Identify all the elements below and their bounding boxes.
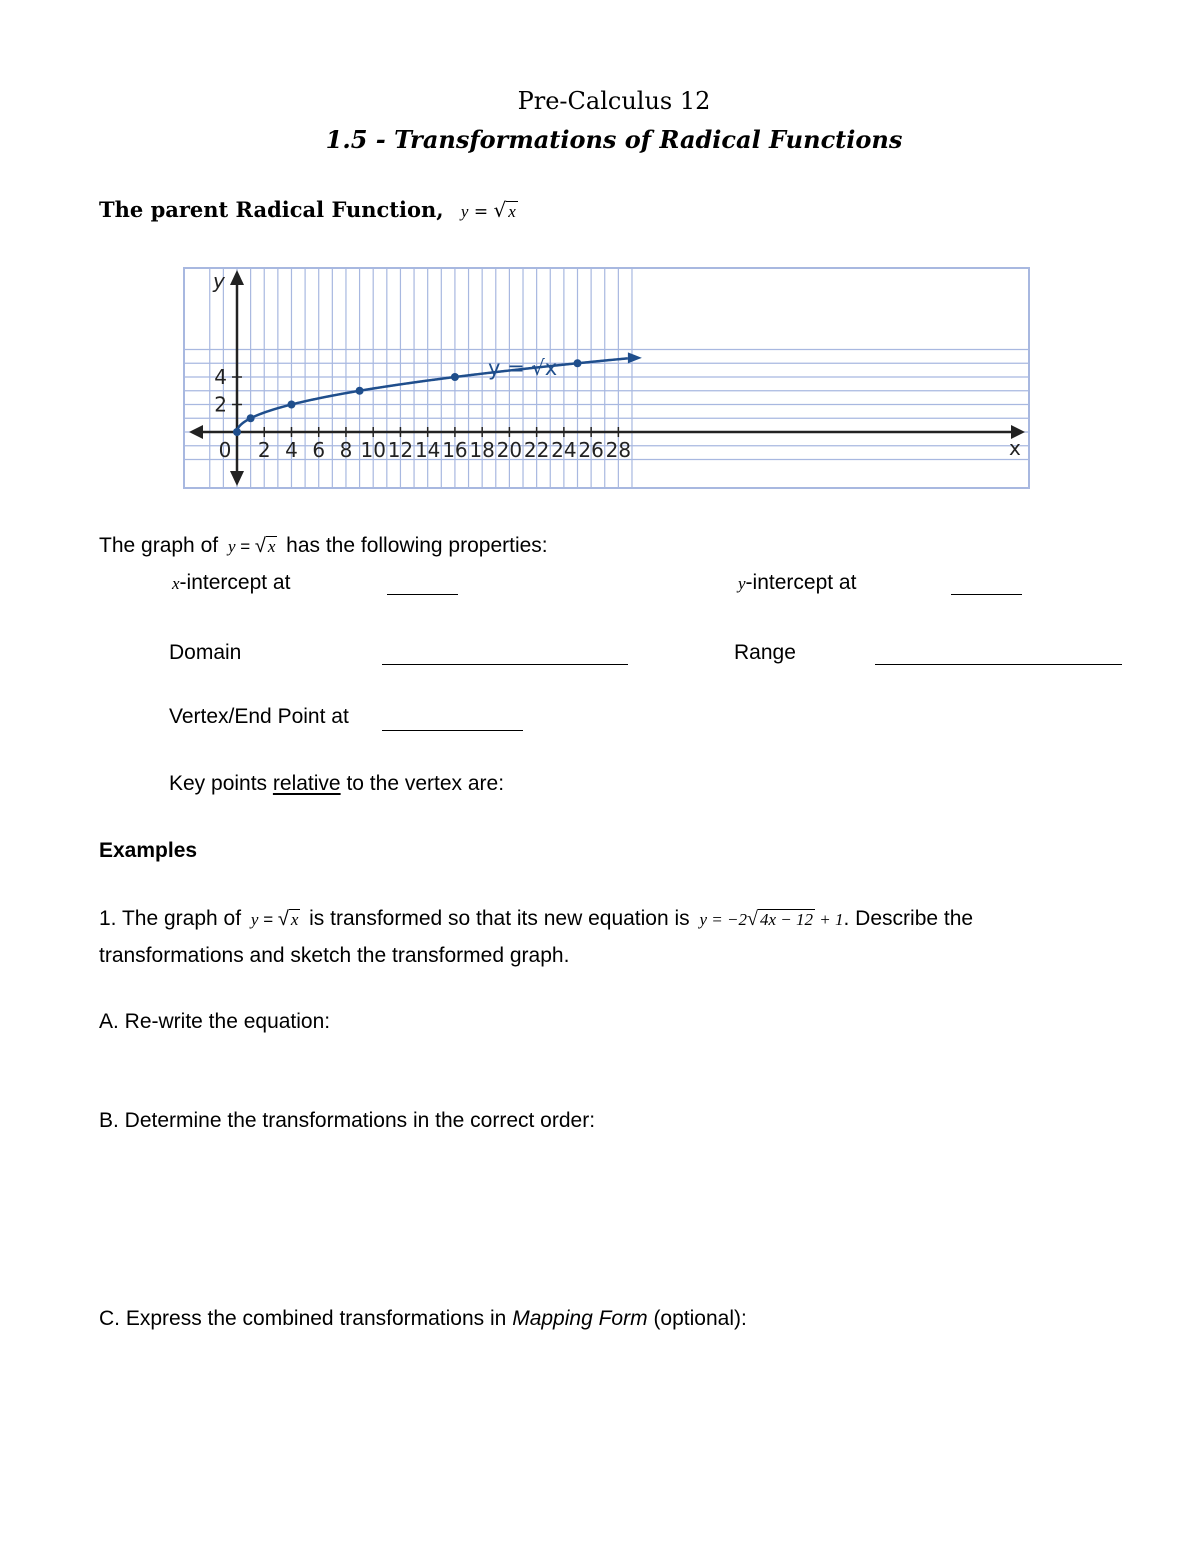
x-intercept-blank[interactable] [387, 593, 458, 595]
data-point [233, 428, 241, 436]
key-points-post: to the vertex are: [346, 772, 505, 795]
curve-label: y = √x [488, 356, 558, 380]
data-point [287, 401, 295, 409]
example-1-parent-eq [251, 910, 305, 929]
y-intercept-var: y [738, 574, 746, 593]
example-1-mid: is transformed so that its new equation is [309, 907, 690, 930]
x-tick-label: 20 [496, 438, 523, 462]
parent-function-graph [183, 267, 1030, 489]
properties-intro-pre: The graph of [99, 534, 219, 557]
y-intercept-blank[interactable] [951, 593, 1022, 595]
part-c [99, 1307, 747, 1331]
radical-sign: √ [493, 198, 507, 222]
data-point [574, 359, 582, 367]
example-1-number: 1. [99, 907, 117, 930]
new-eq-radicand: 4x − 12 [760, 910, 814, 929]
lesson-title: 1.5 - Transformations of Radical Functions [325, 125, 903, 154]
eq-radicand: x [508, 202, 516, 221]
new-eq-radical-sign: √ [747, 908, 758, 930]
part-c-post: (optional): [653, 1307, 747, 1330]
x-intercept-text: -intercept at [179, 571, 291, 594]
y-axis-label: y [213, 269, 225, 293]
x-tick-label: 22 [523, 438, 550, 462]
parent-function-label [99, 197, 518, 222]
range-blank[interactable] [875, 663, 1122, 665]
eq-equals: = [473, 202, 489, 222]
data-point [451, 373, 459, 381]
example-1-line-2: transformations and sketch the transformed graph. [99, 944, 570, 967]
example-1-new-eq [700, 910, 844, 929]
domain-blank[interactable] [382, 663, 628, 665]
range-label: Range [734, 641, 796, 664]
ex1-eq-equals: = [263, 910, 274, 929]
example-1-post: . Describe the [843, 907, 974, 930]
parent-function-text: The parent Radical Function, [99, 197, 444, 222]
ex1-eq-y: y [250, 910, 259, 929]
intro-eq-radicand: x [267, 537, 276, 556]
part-b: B. Determine the transformations in the correct order: [99, 1109, 596, 1132]
course-title: Pre-Calculus 12 [517, 87, 711, 115]
example-1-line-1 [99, 907, 973, 931]
new-eq-pre: y = −2 [699, 910, 748, 929]
part-c-emphasis: Mapping Form [512, 1307, 648, 1330]
x-tick-label: 24 [551, 438, 577, 462]
key-points-pre: Key points [169, 772, 268, 795]
intro-equation [228, 537, 282, 556]
x-tick-label: 18 [469, 438, 495, 462]
x-tick-label: 28 [605, 438, 632, 462]
examples-heading: Examples [99, 839, 198, 862]
x-axis-label: x [1009, 436, 1021, 460]
x-intercept-label [172, 571, 290, 595]
x-tick-label: 14 [414, 438, 441, 462]
y-tick-label: 4 [214, 365, 227, 389]
intro-eq-y: y [227, 537, 236, 556]
domain-label: Domain [169, 641, 242, 664]
ex1-radical-sign: √ [277, 908, 289, 930]
properties-intro-post: has the following properties: [286, 534, 548, 557]
parent-equation [460, 198, 518, 222]
x-tick-label: 6 [312, 438, 326, 462]
data-point [356, 387, 364, 395]
x-tick-label: 16 [442, 438, 468, 462]
y-tick-label: 2 [214, 392, 227, 417]
intro-eq-equals: = [240, 537, 251, 556]
x-intercept-var: x [172, 574, 180, 593]
ex1-eq-radicand: x [290, 910, 299, 929]
intro-radical-sign: √ [254, 535, 266, 557]
part-c-pre: C. Express the combined transformations in [99, 1307, 507, 1330]
x-tick-label: 26 [578, 438, 604, 462]
x-tick-label: 0 [218, 438, 232, 462]
key-points-emphasis: relative [272, 772, 341, 795]
eq-y: y [460, 202, 469, 221]
vertex-blank[interactable] [382, 729, 523, 731]
new-eq-post: + 1 [819, 910, 844, 929]
x-tick-label: 2 [257, 438, 271, 462]
x-tick-label: 8 [339, 438, 353, 462]
example-1-pre: The graph of [121, 907, 242, 930]
x-tick-label: 12 [387, 438, 414, 462]
x-tick-label: 4 [285, 438, 298, 462]
y-intercept-text: -intercept at [745, 571, 857, 594]
part-a: A. Re-write the equation: [99, 1010, 331, 1033]
x-tick-label: 10 [360, 438, 386, 462]
vertex-label: Vertex/End Point at [169, 705, 349, 728]
key-points-label [169, 772, 504, 796]
properties-intro [99, 534, 548, 558]
data-point [247, 414, 255, 422]
y-intercept-label [738, 571, 856, 595]
